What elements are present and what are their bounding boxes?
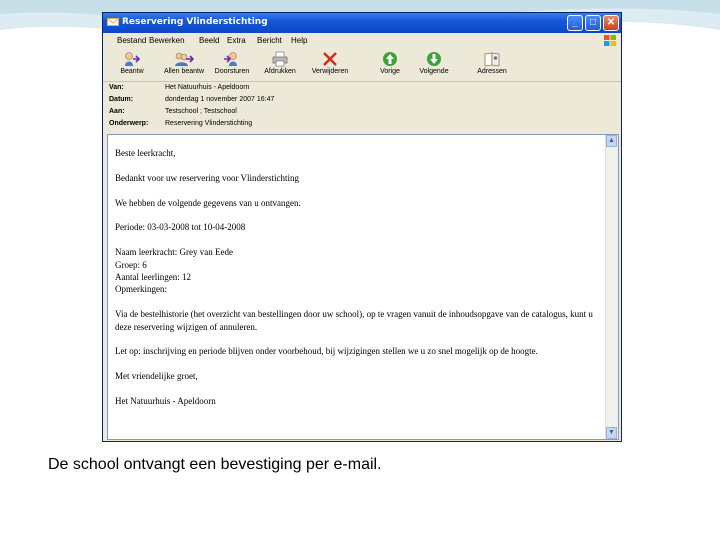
- menu-message[interactable]: Bericht: [257, 36, 282, 45]
- group-line: Groep: 6: [115, 259, 147, 270]
- reply-all-icon: [174, 51, 194, 67]
- reply-icon: [123, 51, 141, 67]
- delete-label: Verwijderen: [311, 68, 349, 75]
- menu-bar: [103, 33, 621, 48]
- forward-button[interactable]: [209, 51, 255, 81]
- teacher-line: Naam leerkracht: Grey van Eede: [115, 247, 233, 258]
- remark-paragraph: Let op: inschrijving en periode blijven onder voorbehoud, bij wijzigingen stellen we u zo snel mogelijk op de hoogte.: [115, 346, 538, 357]
- maximize-button[interactable]: □: [585, 15, 601, 31]
- addresses-label: Adressen: [477, 68, 507, 75]
- signature-line: Het Natuurhuis - Apeldoorn: [115, 396, 216, 406]
- close-button[interactable]: ✕: [603, 15, 619, 31]
- menu-tools[interactable]: Extra: [227, 36, 246, 45]
- envelope-icon: [107, 16, 119, 28]
- toolbar: [103, 49, 621, 82]
- header-to-value: Testschool ; Testschool: [165, 108, 237, 115]
- menu-view[interactable]: Beeld: [199, 36, 220, 45]
- print-button[interactable]: [257, 51, 303, 81]
- addresses-icon: [483, 51, 501, 67]
- header-from-label: Van:: [109, 84, 124, 91]
- header-subject-label: Onderwerp:: [109, 120, 149, 127]
- delete-icon: [321, 51, 339, 67]
- greeting: Beste leerkracht,: [115, 148, 176, 158]
- next-button[interactable]: [411, 51, 457, 81]
- closing-line: Met vriendelijke groet,: [115, 371, 198, 382]
- slide-caption: De school ontvangt een bevestiging per e-mail.: [48, 456, 382, 473]
- previous-icon: [381, 51, 399, 67]
- message-body[interactable]: [107, 134, 619, 440]
- message-headers: [103, 82, 621, 132]
- previous-button[interactable]: [367, 51, 413, 81]
- scroll-down-icon[interactable]: ▼: [606, 427, 617, 439]
- students-line: Aantal leerlingen: 12: [115, 272, 191, 282]
- period-line: Periode: 03-03-2008 tot 10-04-2008: [115, 222, 246, 233]
- header-to-label: Aan:: [109, 108, 125, 115]
- scroll-up-icon[interactable]: ▲: [606, 135, 617, 147]
- header-date-value: donderdag 1 november 2007 16:47: [165, 96, 275, 103]
- header-from-value: Het Natuurhuis - Apeldoorn: [165, 84, 250, 91]
- forward-icon: [223, 51, 241, 67]
- thanks-line: Bedankt voor uw reservering voor Vlinderstichting: [115, 172, 300, 183]
- message-text: [115, 147, 599, 407]
- menu-edit[interactable]: Bewerken: [149, 36, 185, 45]
- header-subject-value: Reservering Vlinderstichting: [165, 120, 253, 127]
- vertical-scrollbar[interactable]: [605, 135, 618, 439]
- forward-label: Doorsturen: [214, 68, 250, 75]
- print-label: Afdrukken: [264, 68, 296, 75]
- addresses-button[interactable]: [469, 51, 515, 81]
- menu-help[interactable]: Help: [291, 36, 308, 45]
- remarks-line: Opmerkingen:: [115, 284, 167, 295]
- header-date-label: Datum:: [109, 96, 134, 103]
- intro-line: We hebben de volgende gegevens van u ontvangen.: [115, 197, 301, 208]
- next-icon: [425, 51, 443, 67]
- menu-file[interactable]: Bestand: [117, 36, 147, 45]
- reply-all-button[interactable]: [161, 51, 207, 81]
- title-bar: [103, 13, 621, 33]
- next-label: Volgende: [419, 68, 449, 75]
- delete-button[interactable]: [307, 51, 353, 81]
- history-paragraph: Via de bestelhistorie (het overzicht van bestellingen door uw school), op te vragen vanuit de inhoudsopgave van de catalogus, kunt u deze reservering wijzigen of annuleren.: [115, 309, 593, 332]
- print-icon: [271, 51, 289, 67]
- minimize-button[interactable]: _: [567, 15, 583, 31]
- windows-logo-icon: [603, 34, 617, 47]
- window-title: Reservering Vlinderstichting: [122, 17, 268, 27]
- reply-all-label: Allen beantw: [163, 68, 205, 75]
- mail-window: [102, 12, 622, 442]
- reply-label: Beantw: [120, 68, 144, 75]
- reply-button[interactable]: [109, 51, 155, 81]
- previous-label: Vorige: [380, 68, 400, 75]
